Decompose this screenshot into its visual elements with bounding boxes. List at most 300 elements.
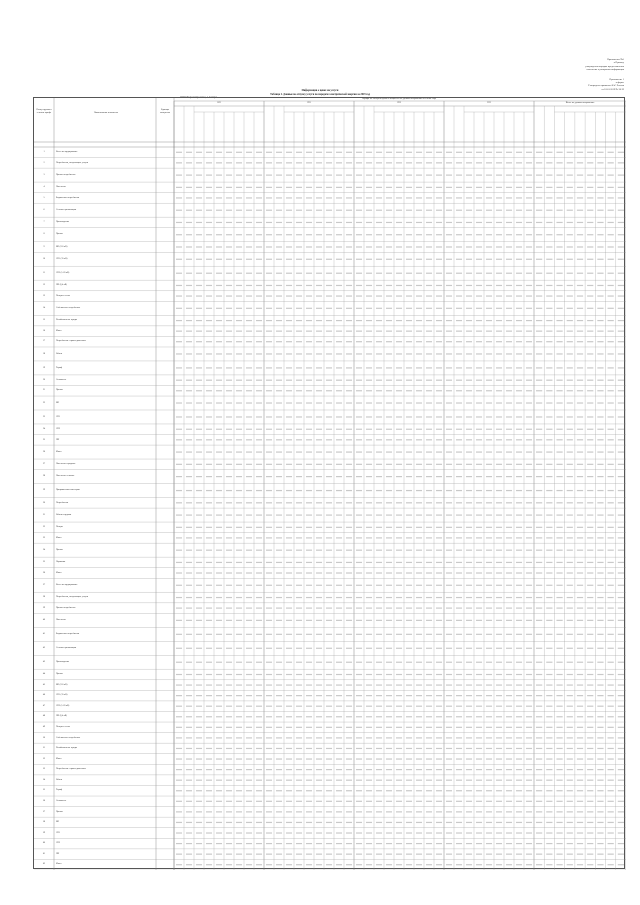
cell-value-mark [597, 380, 603, 381]
cell-value-mark [306, 634, 312, 635]
cell-value-mark [236, 727, 242, 728]
cell-value-mark [306, 295, 312, 296]
cell-value-mark [476, 769, 482, 770]
cell-value-mark [426, 285, 432, 286]
cell-value-mark [226, 527, 232, 528]
cell-value-mark [226, 353, 232, 354]
cell-value-mark [296, 854, 302, 855]
cell-value-mark [436, 380, 442, 381]
cell-value-mark [176, 390, 182, 391]
cell-value-mark [618, 674, 624, 675]
cell-value-mark [577, 727, 583, 728]
cell-value-mark [296, 308, 302, 309]
cell-value-mark [236, 175, 242, 176]
cell-value-mark [266, 843, 272, 844]
cell-value-mark [618, 620, 624, 621]
cell-value-mark [386, 854, 392, 855]
row-label: СН1 [56, 831, 61, 834]
cell-value-mark [526, 634, 532, 635]
cell-value-mark [386, 451, 392, 452]
cell-value-mark [416, 562, 422, 563]
row-label: Стоимость [56, 378, 67, 381]
cell-value-mark [618, 187, 624, 188]
cell-value-mark [416, 295, 422, 296]
cell-value-mark [597, 187, 603, 188]
cell-value-mark [286, 439, 292, 440]
cell-value-mark [567, 716, 573, 717]
cell-value-mark [546, 464, 552, 465]
cell-value-mark [266, 402, 272, 403]
cell-value-mark [436, 234, 442, 235]
cell-value-mark [246, 527, 252, 528]
cell-value-mark [426, 572, 432, 573]
cell-value-mark [386, 152, 392, 153]
cell-value-mark [206, 695, 212, 696]
cell-value-mark [286, 854, 292, 855]
cell-value-mark [426, 620, 432, 621]
corner-line: к форме [615, 81, 624, 85]
cell-value-mark [546, 390, 552, 391]
cell-value-mark [386, 341, 392, 342]
cell-value-mark [356, 416, 362, 417]
cell-value-mark [286, 464, 292, 465]
cell-value-mark [516, 380, 522, 381]
cell-value-mark [286, 210, 292, 211]
cell-value-mark [326, 210, 332, 211]
cell-value-mark [276, 811, 282, 812]
cell-value-mark [256, 684, 262, 685]
cell-value-mark [176, 674, 182, 675]
cell-value-mark [556, 801, 562, 802]
cell-value-mark [577, 748, 583, 749]
cell-value-mark [567, 476, 573, 477]
cell-value-mark [206, 222, 212, 223]
cell-value-mark [446, 706, 452, 707]
cell-value-mark [336, 864, 342, 865]
cell-value-mark [577, 402, 583, 403]
cell-value-mark [476, 273, 482, 274]
cell-value-mark [526, 308, 532, 309]
cell-value-mark [186, 162, 192, 163]
cell-value-mark [266, 572, 272, 573]
cell-value-mark [456, 246, 462, 247]
cell-value-mark [587, 222, 593, 223]
cell-value-mark [526, 416, 532, 417]
cell-value-mark [286, 367, 292, 368]
cell-value-mark [426, 341, 432, 342]
cell-value-mark [196, 273, 202, 274]
cell-value-mark [416, 451, 422, 452]
cell-value-mark [496, 502, 502, 503]
cell-value-mark [206, 822, 212, 823]
cell-value-mark [266, 562, 272, 563]
cell-value-mark [546, 259, 552, 260]
cell-value-mark [546, 843, 552, 844]
cell-value-mark [618, 737, 624, 738]
cell-value-mark [256, 801, 262, 802]
cell-value-mark [266, 684, 272, 685]
cell-value-mark [316, 585, 322, 586]
cell-value-mark [256, 695, 262, 696]
cell-value-mark [526, 674, 532, 675]
cell-value-mark [246, 620, 252, 621]
cell-value-mark [176, 367, 182, 368]
cell-value-mark [226, 706, 232, 707]
cell-value-mark [476, 341, 482, 342]
cell-value-mark [486, 416, 492, 417]
cell-value-mark [618, 695, 624, 696]
cell-value-mark [608, 597, 614, 598]
cell-value-mark [306, 716, 312, 717]
cell-value-mark [546, 811, 552, 812]
cell-value-mark [356, 748, 362, 749]
cell-value-mark [466, 402, 472, 403]
cell-value-mark [336, 607, 342, 608]
cell-value-mark [336, 246, 342, 247]
cell-value-mark [416, 822, 422, 823]
cell-value-mark [608, 464, 614, 465]
cell-value-mark [396, 514, 402, 515]
cell-value-mark [286, 607, 292, 608]
cell-value-mark [506, 527, 512, 528]
cell-value-mark [256, 620, 262, 621]
cell-value-mark [366, 490, 372, 491]
cell-value-mark [316, 402, 322, 403]
cell-value-mark [336, 222, 342, 223]
cell-value-mark [608, 811, 614, 812]
cell-value-mark [516, 162, 522, 163]
cell-value-mark [216, 514, 222, 515]
cell-value-mark [186, 259, 192, 260]
cell-value-mark [236, 674, 242, 675]
cell-value-mark [316, 162, 322, 163]
cell-value-mark [286, 197, 292, 198]
cell-value-mark [396, 695, 402, 696]
cell-value-mark [366, 390, 372, 391]
cell-value-mark [396, 490, 402, 491]
cell-value-mark [456, 780, 462, 781]
cell-value-mark [618, 222, 624, 223]
cell-value-mark [426, 429, 432, 430]
cell-value-mark [608, 285, 614, 286]
cell-value-mark [256, 585, 262, 586]
cell-value-mark [456, 273, 462, 274]
cell-value-mark [266, 502, 272, 503]
cell-value-mark [516, 464, 522, 465]
cell-value-mark [496, 367, 502, 368]
cell-value-mark [536, 152, 542, 153]
cell-value-mark [366, 550, 372, 551]
cell-value-mark [476, 634, 482, 635]
cell-value-mark [546, 634, 552, 635]
cell-value-mark [556, 758, 562, 759]
cell-value-mark [416, 706, 422, 707]
cell-value-mark [587, 476, 593, 477]
cell-value-mark [396, 162, 402, 163]
cell-value-mark [556, 780, 562, 781]
cell-value-mark [326, 259, 332, 260]
cell-value-mark [356, 390, 362, 391]
cell-value-mark [386, 684, 392, 685]
cell-value-mark [446, 527, 452, 528]
cell-value-mark [526, 259, 532, 260]
cell-value-mark [316, 259, 322, 260]
cell-value-mark [426, 607, 432, 608]
cell-value-mark [618, 727, 624, 728]
cell-value-mark [326, 780, 332, 781]
cell-value-mark [206, 295, 212, 296]
cell-value-mark [366, 402, 372, 403]
cell-value-mark [286, 527, 292, 528]
cell-value-mark [416, 634, 422, 635]
cell-value-mark [587, 843, 593, 844]
cell-value-mark [577, 801, 583, 802]
cell-value-mark [306, 439, 312, 440]
cell-value-mark [186, 737, 192, 738]
document-title: Информация о ценах на услуги [301, 89, 339, 92]
cell-value-mark [376, 451, 382, 452]
cell-value-mark [587, 416, 593, 417]
cell-value-mark [587, 832, 593, 833]
cell-value-mark [256, 162, 262, 163]
cell-value-mark [536, 597, 542, 598]
cell-value-mark [186, 716, 192, 717]
cell-value-mark [446, 662, 452, 663]
cell-value-mark [597, 864, 603, 865]
cell-value-mark [426, 585, 432, 586]
cell-value-mark [216, 648, 222, 649]
cell-value-mark [476, 832, 482, 833]
cell-value-mark [577, 197, 583, 198]
cell-value-mark [236, 308, 242, 309]
cell-value-mark [546, 648, 552, 649]
cell-value-mark [567, 572, 573, 573]
cell-value-mark [567, 607, 573, 608]
cell-value-mark [546, 737, 552, 738]
cell-value-mark [316, 758, 322, 759]
cell-value-mark [326, 790, 332, 791]
row-label: ВН (110 кВ) [56, 245, 68, 248]
cell-value-mark [516, 790, 522, 791]
cell-value-mark [256, 727, 262, 728]
cell-value-mark [466, 380, 472, 381]
row-label: НН (0,4 кВ) [56, 284, 67, 287]
cell-value-mark [436, 843, 442, 844]
cell-value-mark [206, 439, 212, 440]
cell-value-mark [416, 234, 422, 235]
row-code: 36 [42, 571, 46, 574]
cell-value-mark [236, 716, 242, 717]
cell-value-mark [366, 295, 372, 296]
cell-value-mark [466, 648, 472, 649]
cell-value-mark [618, 490, 624, 491]
cell-value-mark [336, 390, 342, 391]
cell-value-mark [587, 706, 593, 707]
cell-value-mark [486, 320, 492, 321]
cell-value-mark [608, 737, 614, 738]
cell-value-mark [516, 737, 522, 738]
cell-value-mark [577, 331, 583, 332]
cell-value-mark [346, 490, 352, 491]
cell-value-mark [316, 801, 322, 802]
cell-value-mark [608, 562, 614, 563]
cell-value-mark [536, 620, 542, 621]
cell-value-mark [326, 175, 332, 176]
cell-value-mark [246, 811, 252, 812]
cell-value-mark [356, 429, 362, 430]
cell-value-mark [346, 843, 352, 844]
cell-value-mark [326, 285, 332, 286]
cell-value-mark [526, 152, 532, 153]
cell-value-mark [346, 769, 352, 770]
cell-value-mark [526, 187, 532, 188]
cell-value-mark [577, 451, 583, 452]
cell-value-mark [286, 331, 292, 332]
cell-value-mark [176, 341, 182, 342]
cell-value-mark [506, 758, 512, 759]
row-code: 8 [43, 233, 45, 236]
cell-value-mark [186, 727, 192, 728]
cell-value-mark [226, 854, 232, 855]
cell-value-mark [266, 769, 272, 770]
cell-value-mark [577, 843, 583, 844]
cell-value-mark [206, 210, 212, 211]
cell-value-mark [276, 514, 282, 515]
cell-value-mark [436, 758, 442, 759]
cell-value-mark [496, 308, 502, 309]
cell-value-mark [216, 439, 222, 440]
cell-value-mark [256, 285, 262, 286]
cell-value-mark [396, 295, 402, 296]
cell-value-mark [266, 801, 272, 802]
cell-value-mark [226, 695, 232, 696]
cell-value-mark [206, 464, 212, 465]
cell-value-mark [256, 597, 262, 598]
cell-value-mark [346, 320, 352, 321]
cell-value-mark [446, 537, 452, 538]
cell-value-mark [608, 353, 614, 354]
cell-value-mark [256, 780, 262, 781]
cell-value-mark [256, 634, 262, 635]
cell-value-mark [326, 416, 332, 417]
cell-value-mark [326, 187, 332, 188]
cell-value-mark [216, 353, 222, 354]
cell-value-mark [216, 684, 222, 685]
cell-value-mark [436, 662, 442, 663]
cell-value-mark [436, 341, 442, 342]
cell-value-mark [206, 429, 212, 430]
cell-value-mark [556, 162, 562, 163]
cell-value-mark [436, 769, 442, 770]
cell-value-mark [567, 811, 573, 812]
cell-value-mark [296, 514, 302, 515]
cell-value-mark [316, 822, 322, 823]
cell-value-mark [276, 620, 282, 621]
cell-value-mark [266, 273, 272, 274]
cell-value-mark [416, 320, 422, 321]
cell-value-mark [326, 864, 332, 865]
cell-value-mark [516, 758, 522, 759]
cell-value-mark [506, 854, 512, 855]
cell-value-mark [286, 843, 292, 844]
cell-value-mark [506, 648, 512, 649]
cell-value-mark [186, 490, 192, 491]
cell-value-mark [246, 210, 252, 211]
cell-value-mark [608, 854, 614, 855]
cell-value-mark [206, 769, 212, 770]
cell-value-mark [296, 537, 302, 538]
cell-value-mark [186, 175, 192, 176]
cell-value-mark [506, 832, 512, 833]
cell-value-mark [316, 769, 322, 770]
cell-value-mark [608, 187, 614, 188]
row-code: 14 [42, 307, 46, 309]
cell-value-mark [496, 585, 502, 586]
cell-value-mark [326, 234, 332, 235]
cell-value-mark [306, 527, 312, 528]
cell-value-mark [226, 259, 232, 260]
cell-value-mark [608, 439, 614, 440]
cell-value-mark [226, 222, 232, 223]
cell-value-mark [546, 706, 552, 707]
cell-value-mark [246, 476, 252, 477]
cell-value-mark [256, 464, 262, 465]
cell-value-mark [286, 864, 292, 865]
cell-value-mark [496, 527, 502, 528]
cell-value-mark [356, 537, 362, 538]
cell-value-mark [206, 758, 212, 759]
cell-value-mark [567, 341, 573, 342]
row-code: 20 [42, 378, 46, 381]
cell-value-mark [436, 832, 442, 833]
cell-value-mark [567, 273, 573, 274]
cell-value-mark [426, 832, 432, 833]
cell-value-mark [456, 550, 462, 551]
cell-value-mark [426, 864, 432, 865]
cell-value-mark [196, 162, 202, 163]
cell-value-mark [326, 684, 332, 685]
cell-value-mark [356, 737, 362, 738]
cell-value-mark [186, 353, 192, 354]
cell-value-mark [406, 684, 412, 685]
cell-value-mark [226, 811, 232, 812]
cell-value-mark [536, 476, 542, 477]
row-label: Объем передачи [56, 513, 72, 516]
cell-value-mark [436, 527, 442, 528]
cell-value-mark [546, 273, 552, 274]
cell-value-mark [436, 308, 442, 309]
cell-value-mark [266, 737, 272, 738]
cell-value-mark [456, 822, 462, 823]
cell-value-mark [376, 439, 382, 440]
cell-value-mark [516, 222, 522, 223]
cell-value-mark [546, 308, 552, 309]
cell-value-mark [556, 537, 562, 538]
cell-value-mark [226, 210, 232, 211]
cell-value-mark [446, 780, 452, 781]
cell-value-mark [567, 727, 573, 728]
cell-value-mark [446, 801, 452, 802]
cell-value-mark [406, 187, 412, 188]
cell-value-mark [306, 620, 312, 621]
cell-value-mark [316, 684, 322, 685]
cell-value-mark [476, 684, 482, 685]
cell-value-mark [236, 790, 242, 791]
cell-value-mark [577, 706, 583, 707]
cell-value-mark [366, 716, 372, 717]
cell-value-mark [416, 502, 422, 503]
cell-value-mark [466, 562, 472, 563]
